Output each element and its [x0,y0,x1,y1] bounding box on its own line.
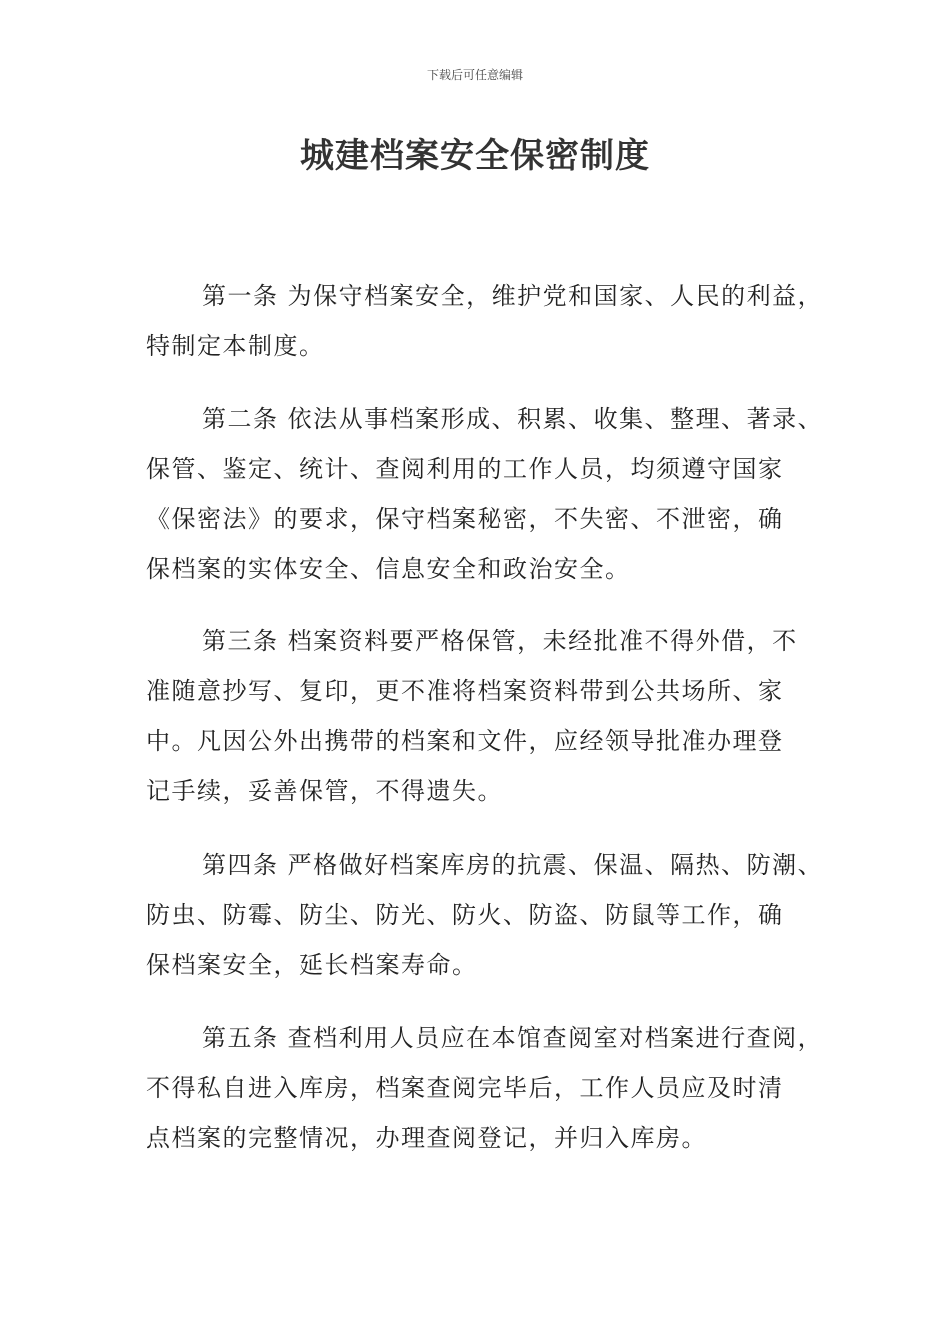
article-line: 不得私自进入库房，档案查阅完毕后，工作人员应及时清 [146,1074,784,1102]
article-4 [146,840,826,990]
article-1 [146,271,826,371]
article-line: 第五条 查档利用人员应在本馆查阅室对档案进行查阅， [202,1024,824,1052]
header-note: 下载后可任意编辑 [426,68,523,82]
article-line: 中。凡因公外出携带的档案和文件，应经领导批准办理登 [146,727,784,755]
article-line: 第四条 严格做好档案库房的抗震、保温、隔热、防潮、 [202,851,824,879]
article-line: 第三条 档案资料要严格保管，未经批准不得外借，不 [202,627,798,655]
article-line: 保管、鉴定、统计、查阅利用的工作人员，均须遵守国家 [146,455,784,483]
article-line: 保档案安全，延长档案寿命。 [146,951,478,979]
article-line: 准随意抄写、复印，更不准将档案资料带到公共场所、家 [146,677,784,705]
article-line: 第二条 依法从事档案形成、积累、收集、整理、著录、 [202,405,824,433]
article-2 [146,394,826,594]
article-line: 《保密法》的要求，保守档案秘密，不失密、不泄密，确 [146,505,784,533]
article-5 [146,1013,826,1163]
document-title: 城建档案安全保密制度 [300,136,650,176]
article-line: 特制定本制度。 [146,332,325,360]
article-3 [146,616,826,816]
article-line: 第一条 为保守档案安全，维护党和国家、人民的利益， [202,282,824,310]
article-line: 记手续，妥善保管，不得遗失。 [146,777,503,805]
article-line: 保档案的实体安全、信息安全和政治安全。 [146,555,631,583]
article-line: 防虫、防霉、防尘、防光、防火、防盗、防鼠等工作，确 [146,901,784,929]
article-line: 点档案的完整情况，办理查阅登记，并归入库房。 [146,1124,707,1152]
